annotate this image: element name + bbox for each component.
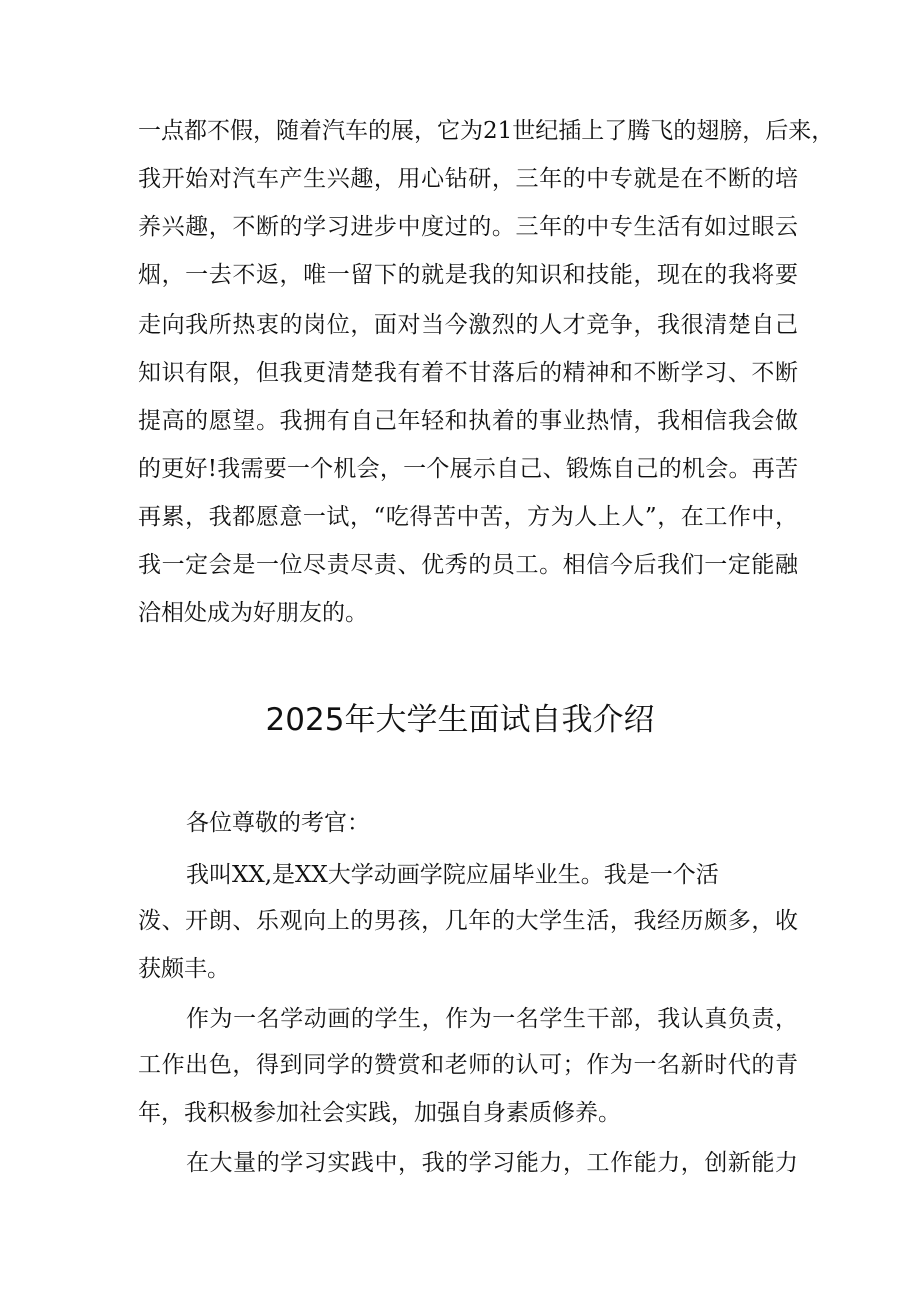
paragraph-2-line: 工作出色，得到同学的赞赏和老师的认可；作为一名新时代的青 xyxy=(138,1052,798,1078)
section-title: 2025年大学生面试自我介绍 xyxy=(265,702,655,738)
paragraph-3-line: 在大量的学习实践中，我的学习能力，工作能力，创新能力 xyxy=(186,1150,798,1176)
paragraph-2-line: 作为一名学动画的学生，作为一名学生干部，我认真负责， xyxy=(186,1006,798,1032)
body-text-line: 提高的愿望。我拥有自己年轻和执着的事业热情，我相信我会做 xyxy=(138,408,798,434)
body-text-line: 再累，我都愿意一试，“吃得苦中苦，方为人上人”，在工作中， xyxy=(138,504,798,530)
body-text-line: 我一定会是一位尽责尽责、优秀的员工。相信今后我们一定能融 xyxy=(138,552,798,578)
body-text-line: 烟，一去不返，唯一留下的就是我的知识和技能，现在的我将要 xyxy=(138,262,798,288)
paragraph-1-line: 泼、开朗、乐观向上的男孩，几年的大学生活，我经历颇多，收 xyxy=(138,908,798,934)
salutation: 各位尊敬的考官： xyxy=(186,810,370,836)
body-text-line: 洽相处成为好朋友的。 xyxy=(138,600,368,626)
body-text-line: 的更好!我需要一个机会，一个展示自己、锻炼自己的机会。再苦 xyxy=(138,456,798,482)
body-text-line: 我开始对汽车产生兴趣，用心钻研，三年的中专就是在不断的培 xyxy=(138,166,798,192)
body-text-line: 走向我所热衷的岗位，面对当今激烈的人才竞争，我很清楚自己 xyxy=(138,312,798,338)
body-text-line: 一点都不假，随着汽车的展，它为21世纪插上了腾飞的翅膀，后来， xyxy=(138,118,835,144)
paragraph-2-line: 年，我积极参加社会实践，加强自身素质修养。 xyxy=(138,1100,621,1126)
paragraph-1-line: 我叫XX,是XX大学动画学院应届毕业生。我是一个活 xyxy=(186,862,719,888)
body-text-line: 知识有限，但我更清楚我有着不甘落后的精神和不断学习、不断 xyxy=(138,360,798,386)
body-text-line: 养兴趣，不断的学习进步中度过的。三年的中专生活有如过眼云 xyxy=(138,214,798,240)
paragraph-1-line: 获颇丰。 xyxy=(138,956,230,982)
